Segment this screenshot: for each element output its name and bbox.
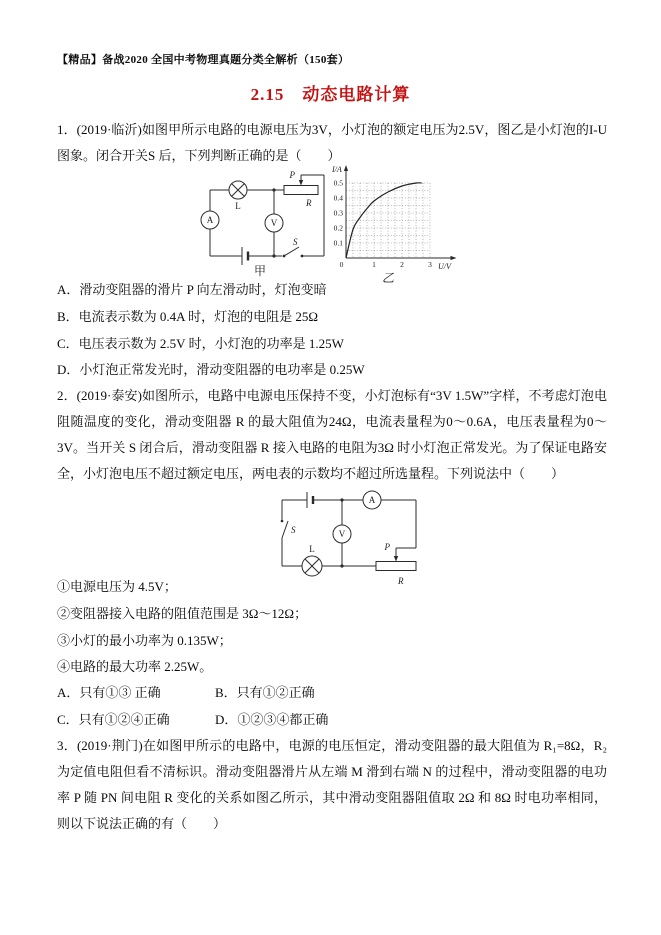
switch-icon — [282, 521, 288, 538]
q2-statement-2: ②变阻器接入电路的阻值范围是 3Ω～12Ω； — [57, 605, 308, 621]
q1-circuit-figure — [196, 168, 336, 278]
rheostat-icon — [284, 186, 318, 195]
svg-text:2: 2 — [400, 260, 404, 269]
q2-statement-1: ①电源电压为 4.5V； — [57, 579, 177, 594]
q1-circuit-svg — [196, 168, 336, 278]
switch-icon — [284, 247, 299, 256]
iu-curve — [346, 183, 422, 258]
slider-label: P — [289, 170, 295, 180]
document-header: 【精品】备战2020 全国中考物理真题分类全解析（150套） — [57, 54, 350, 66]
q2-option-b: B．只有①②正确 — [215, 685, 315, 700]
question-1-options — [57, 277, 365, 384]
voltmeter-label: V — [338, 529, 346, 539]
svg-text:0.3: 0.3 — [333, 208, 343, 218]
voltmeter-label: V — [270, 218, 278, 228]
circuit-caption: 甲 — [253, 264, 267, 278]
q2-circuit-svg — [268, 486, 433, 588]
question-1-stem: 1．(2019·临沂)如图甲所示电路的电源电压为3V，小灯泡的额定电压为2.5V，图乙是小灯泡的I-U图象。闭合开关S 后，下列判断正确的是（ ） — [57, 122, 607, 163]
rheostat-label: R — [306, 198, 312, 208]
graph-caption: 乙 — [381, 271, 395, 285]
q2-statement-4: ④电路的最大功率 2.25W。 — [57, 659, 213, 675]
q2-option-c: C．只有①②④正确 — [57, 711, 170, 727]
ammeter-label: A — [206, 215, 214, 225]
q2-statement-3: ③小灯的最小功率为 0.135W； — [57, 632, 232, 648]
ammeter-label: A — [368, 495, 376, 505]
q1-option-b: B．电流表示数为 0.4A 时，灯泡的电阻是 25Ω — [57, 308, 319, 324]
x-axis-label: U/V — [438, 262, 451, 271]
question-2-options — [57, 680, 328, 734]
switch-label: S — [291, 525, 296, 535]
question-2-stem: 2．(2019·泰安)如图所示，电路中电源电压保持不变，小灯泡标有“3V 1.5W”字样，不考虑灯泡电阻随温度的变化，滑动变阻器 R 的最大阻值为24Ω，电流表量程为0～0.6A，电压表量程为0～3V。当开关 S 闭合后，滑动变阻器 R 接入电路的电阻为3Ω 时小灯泡正常发光。为了保证电路安全，小灯泡电压不超过额定电压，两电表的示数均不超过所选量程。下列说法中（ ） — [57, 388, 607, 481]
svg-text:1: 1 — [372, 260, 376, 269]
slider-label: P — [384, 542, 390, 552]
q1-option-c: C．电压表示数为 2.5V 时，小灯泡的功率是 1.25W — [57, 335, 344, 351]
svg-text:0.1: 0.1 — [333, 238, 343, 248]
q2-option-a: A．只有①③ 正确 — [57, 685, 161, 700]
q2-circuit-figure — [268, 486, 433, 588]
page-title: 2.15 动态电路计算 — [250, 85, 411, 104]
svg-text:0: 0 — [339, 260, 344, 269]
graph-tick-labels — [334, 179, 433, 270]
q2-option-d: D．①②③④都正确 — [215, 711, 329, 727]
svg-text:3: 3 — [428, 260, 432, 269]
question-3-stem: 3．(2019·荆门)在如图甲所示的电路中，电源的电压恒定，滑动变阻器的最大阻值为 R₁=8Ω，R₂为定值电阻但看不清标识。滑动变阻器滑片从左端 M 滑到右端 N 的过程中，滑动变阻器的电功率 P 随 PN 间电阻 R 变化的关系如图乙所示，其中滑动变阻器阻值取 2Ω 和 8Ω 时电功率相同，则以下说法正确的有（ ） — [57, 738, 608, 831]
q1-iu-graph-figure — [324, 161, 461, 285]
rheostat-icon — [376, 562, 416, 571]
svg-text:0.5: 0.5 — [333, 178, 343, 188]
rheostat-label: R — [398, 576, 404, 586]
iu-graph-svg — [324, 161, 461, 285]
lamp-label: L — [309, 544, 315, 554]
y-axis-label: I/A — [332, 165, 342, 174]
svg-text:0.4: 0.4 — [333, 193, 343, 203]
q1-option-a: A．滑动变阻器的滑片 P 向左滑动时，灯泡变暗 — [57, 282, 327, 297]
graph-grid — [346, 183, 430, 258]
q1-option-d: D．小灯泡正常发光时，滑动变阻器的电功率是 0.25W — [57, 362, 365, 378]
switch-label: S — [293, 237, 298, 247]
svg-text:0.2: 0.2 — [333, 223, 343, 233]
question-2-statements — [57, 574, 307, 681]
lamp-label: L — [235, 201, 241, 211]
